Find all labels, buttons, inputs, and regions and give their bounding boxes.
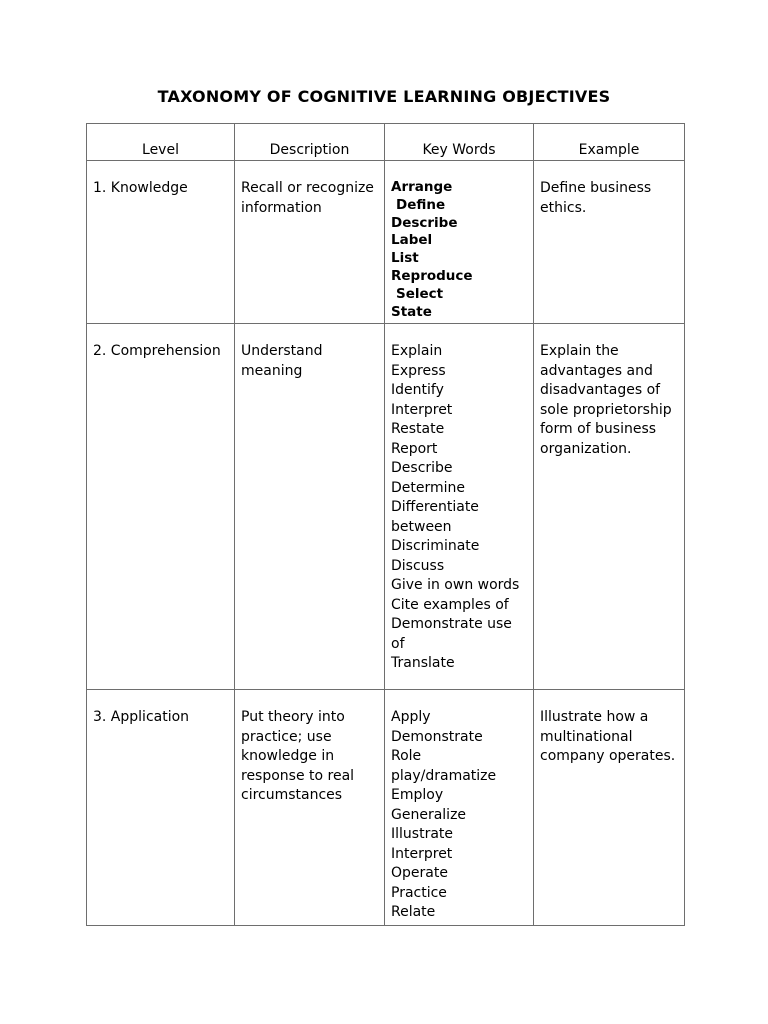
keyword: Describe	[391, 214, 458, 231]
keyword: Practice	[391, 884, 447, 901]
example-cell: Define business ethics.	[534, 161, 685, 324]
keywords-cell	[385, 690, 534, 926]
table-row	[87, 161, 685, 324]
keyword: Restate	[391, 421, 445, 438]
keyword: Express	[391, 362, 446, 379]
level-cell: 3. Application	[87, 690, 235, 926]
keyword: Select	[396, 285, 444, 302]
keyword: Identify	[391, 382, 444, 399]
header-level: Level	[87, 124, 235, 161]
level-cell: 1. Knowledge	[87, 161, 235, 324]
table-row	[87, 690, 685, 926]
keyword-list	[391, 342, 527, 674]
keyword: Discuss	[391, 557, 445, 574]
keywords-cell	[385, 324, 534, 690]
description-cell: Put theory into practice; use knowledge in response to real circumstances	[235, 690, 385, 926]
keyword: Generalize	[391, 806, 467, 823]
header-description: Description	[235, 124, 385, 161]
keyword: Report	[391, 440, 438, 457]
keyword: Label	[391, 232, 433, 249]
document-title: TAXONOMY OF COGNITIVE LEARNING OBJECTIVES	[157, 87, 611, 106]
example-cell: Explain the advantages and disadvantages of sole proprietorship form of business organization.	[534, 324, 685, 690]
keyword: Differentiate between	[391, 499, 479, 535]
keyword: Operate	[391, 865, 448, 882]
keyword: Explain	[391, 343, 443, 360]
keyword: Illustrate	[391, 826, 454, 843]
keyword: Arrange	[391, 179, 453, 195]
description-cell: Recall or recognize information	[235, 161, 385, 324]
table-row	[87, 324, 685, 690]
keyword: Translate	[391, 655, 455, 672]
keyword: Determine	[391, 479, 466, 496]
keyword: Relate	[391, 904, 436, 921]
keyword: Discriminate	[391, 538, 480, 555]
keyword: Demonstrate	[391, 728, 483, 745]
keyword: Reproduce	[391, 267, 473, 284]
keyword: State	[391, 303, 432, 320]
keyword: Role play/dramatize	[391, 748, 497, 784]
header-example: Example	[534, 124, 685, 161]
keyword: Describe	[391, 460, 453, 477]
keywords-cell	[385, 161, 534, 324]
keyword: Cite examples of	[391, 596, 509, 613]
taxonomy-table	[86, 123, 685, 926]
keyword-list	[391, 708, 527, 923]
keyword: Give in own words	[391, 577, 520, 594]
keyword-list	[391, 179, 527, 321]
keyword: Demonstrate use of	[391, 616, 512, 652]
keyword: Interpret	[391, 845, 453, 862]
example-cell: Illustrate how a multinational company operates.	[534, 690, 685, 926]
keyword: Define	[396, 196, 446, 213]
table-header-row	[87, 124, 685, 161]
keyword: List	[391, 250, 419, 267]
keyword: Interpret	[391, 401, 453, 418]
header-key-words: Key Words	[385, 124, 534, 161]
keyword: Apply	[391, 709, 431, 726]
description-cell: Understand meaning	[235, 324, 385, 690]
level-cell: 2. Comprehension	[87, 324, 235, 690]
keyword: Employ	[391, 787, 444, 804]
